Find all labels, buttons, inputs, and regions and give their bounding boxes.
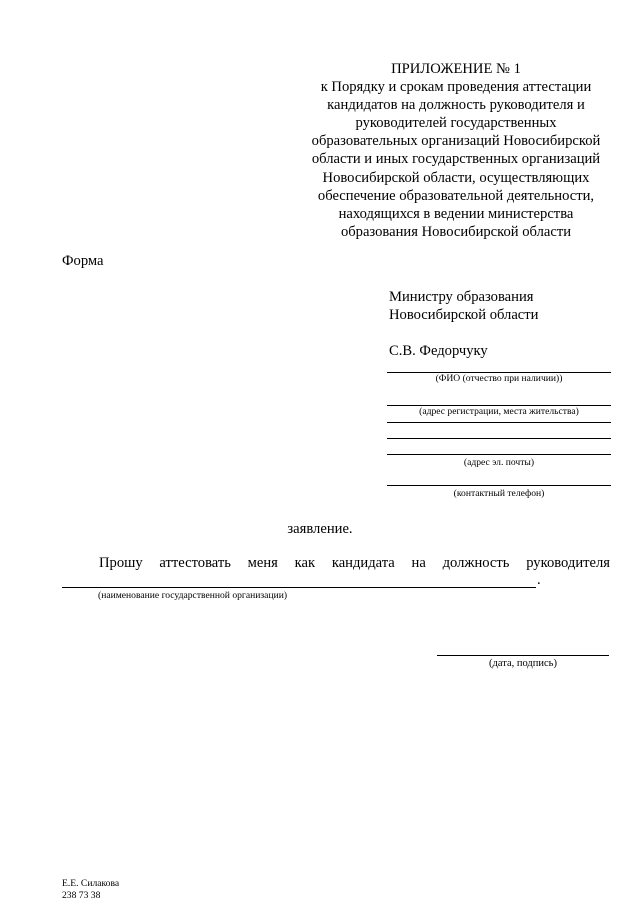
appendix-header — [300, 60, 612, 241]
statement-title: заявление. — [287, 521, 353, 537]
email-caption: (адрес эл. почты) — [463, 457, 535, 468]
fio-field[interactable] — [387, 372, 611, 385]
address-field-extra-1[interactable] — [387, 422, 611, 423]
request-paragraph — [62, 555, 610, 572]
appendix-line: образования Новосибирской области — [340, 223, 572, 240]
phone-line — [387, 485, 611, 486]
email-field[interactable] — [387, 454, 611, 469]
recipient-person: С.В. Федорчуку — [389, 343, 488, 359]
address-field[interactable] — [387, 405, 611, 418]
author-block — [62, 878, 119, 902]
recipient-line-2: Новосибирской области — [389, 307, 539, 323]
appendix-line: к Порядку и срокам проведения аттестации — [320, 79, 592, 96]
address-line-extra — [387, 422, 611, 423]
request-text: Прошу аттестовать меня как кандидата на должность руководителя — [99, 555, 610, 571]
recipient-line-1: Министру образования — [389, 289, 534, 305]
organization-field[interactable] — [62, 587, 536, 588]
phone-field[interactable] — [387, 485, 611, 500]
address-caption: (адрес регистрации, места жительства) — [419, 406, 579, 417]
appendix-line: руководителей государственных — [355, 115, 557, 132]
appendix-line: Новосибирской области, осуществляющих — [322, 169, 590, 186]
appendix-line: образовательных организаций Новосибирской — [311, 133, 601, 150]
form-label: Форма — [62, 253, 104, 269]
address-line-extra — [387, 438, 611, 439]
fio-caption: (ФИО (отчество при наличии)) — [435, 373, 563, 384]
email-line — [387, 454, 611, 455]
appendix-title: ПРИЛОЖЕНИЕ № 1 — [391, 61, 521, 77]
author-phone: 238 73 38 — [62, 890, 101, 901]
appendix-line: находящихся в ведении министерства — [338, 205, 574, 222]
organization-period: . — [537, 572, 541, 588]
author-name: Е.Е. Силакова — [62, 878, 120, 889]
appendix-line: кандидатов на должность руководителя и — [327, 97, 585, 114]
organization-caption: (наименование государственной организации) — [98, 590, 288, 601]
signature-caption: (дата, подпись) — [489, 658, 557, 669]
signature-field[interactable] — [437, 655, 609, 656]
appendix-line: области и иных государственных организаций — [311, 151, 601, 168]
recipient-block — [389, 288, 538, 360]
appendix-line: обеспечение образовательной деятельности, — [317, 187, 595, 204]
phone-caption: (контактный телефон) — [453, 488, 545, 499]
address-field-extra-2[interactable] — [387, 438, 611, 439]
